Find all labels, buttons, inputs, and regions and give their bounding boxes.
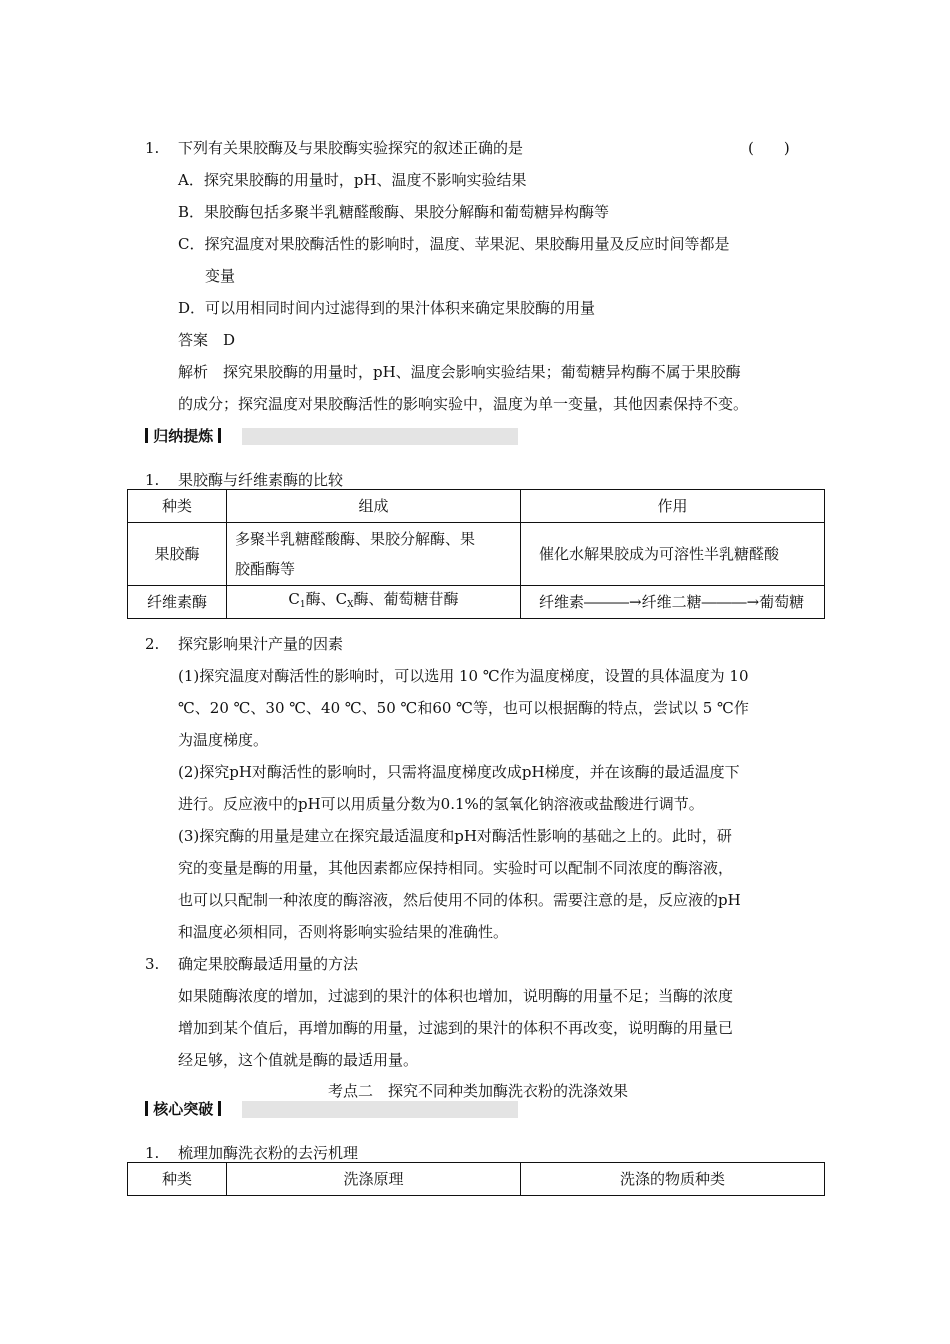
paragraph-line: 进行。反应液中的pH可以用质量分数为0.1%的氢氧化钠溶液或盐酸进行调节。 — [178, 795, 704, 813]
table-cell-function: 纤维素―――→纤维二糖―――→葡萄糖 — [521, 586, 825, 619]
summary-heading — [145, 427, 221, 445]
c1-text: C — [288, 590, 300, 608]
question-stem: 下列有关果胶酶及与果胶酶实验探究的叙述正确的是 — [178, 139, 524, 157]
summary-item2-number: 2. — [145, 635, 160, 653]
summary-item3-title: 确定果胶酶最适用量的方法 — [178, 955, 359, 973]
table-row — [128, 586, 825, 619]
question-number: 1. — [145, 139, 160, 157]
answer-line: 答案 D — [178, 331, 236, 349]
heading-bracket-right — [218, 1101, 221, 1116]
table-cell-kind: 纤维素酶 — [128, 586, 227, 619]
table-cell-kind: 果胶酶 — [128, 523, 227, 586]
c1-rest-text: 酶、C — [305, 590, 348, 608]
paragraph-line: 如果随酶浓度的增加，过滤到的果汁的体积也增加，说明酶的用量不足；当酶的浓度 — [178, 987, 734, 1005]
paragraph-line: 经足够，这个值就是酶的最适用量。 — [178, 1051, 419, 1069]
paragraph-line: 为温度梯度。 — [178, 731, 269, 749]
heading-bar — [242, 1101, 518, 1118]
option-a: A．探究果胶酶的用量时，pH、温度不影响实验结果 — [178, 171, 527, 189]
paragraph-line: 和温度必须相同，否则将影响实验结果的准确性。 — [178, 923, 509, 941]
paragraph-line: 增加到某个值后，再增加酶的用量，过滤到的果汁的体积不再改变，说明酶的用量已 — [178, 1019, 734, 1037]
heading-bracket-left — [145, 428, 148, 443]
table-header-cell: 种类 — [128, 490, 227, 523]
paragraph-line: (3)探究酶的用量是建立在探究最适温度和pH对酶活性影响的基础之上的。此时，研 — [178, 827, 732, 845]
table-header-cell: 组成 — [227, 490, 521, 523]
composition-line1: 多聚半乳糖醛酸酶、果胶分解酶、果 — [235, 530, 476, 548]
summary-item3-number: 3. — [145, 955, 160, 973]
table-header-cell: 作用 — [521, 490, 825, 523]
analysis-line2: 的成分；探究温度对果胶酶活性的影响实验中，温度为单一变量，其他因素保持不变。 — [178, 395, 749, 413]
table-header-cell: 洗涤原理 — [227, 1163, 521, 1196]
c1-subscript: 1 — [299, 600, 306, 610]
summary-item1-title: 果胶酶与纤维素酶的比较 — [178, 471, 344, 489]
table-header-cell: 洗涤的物质种类 — [521, 1163, 825, 1196]
summary-heading-text: 归纳提炼 — [153, 427, 214, 445]
paragraph-line: 究的变量是酶的用量，其他因素都应保持相同。实验时可以配制不同浓度的酶溶液， — [178, 859, 734, 877]
answer-parentheses: ( ) — [748, 139, 790, 157]
paragraph-line: ℃、20 ℃、30 ℃、40 ℃、50 ℃和60 ℃等，也可以根据酶的特点，尝试以 5 ℃作 — [178, 699, 749, 717]
heading-bracket-left — [145, 1101, 148, 1116]
paragraph-line: (2)探究pH对酶活性的影响时，只需将温度梯度改成pH梯度，并在该酶的最适温度下 — [178, 763, 740, 781]
section2-item1-number: 1. — [145, 1144, 160, 1162]
summary-item1-number: 1. — [145, 471, 160, 489]
core-heading — [145, 1100, 221, 1118]
option-d: D．可以用相同时间内过滤得到的果汁体积来确定果胶酶的用量 — [178, 299, 596, 317]
composition-rest: 酶、葡萄糖苷酶 — [353, 590, 459, 608]
section2-item1-title: 梳理加酶洗衣粉的去污机理 — [178, 1144, 359, 1162]
summary-item2-title: 探究影响果汁产量的因素 — [178, 635, 344, 653]
composition-line2: 胶酯酶等 — [235, 560, 296, 578]
option-c-line1: C．探究温度对果胶酶活性的影响时，温度、苹果泥、果胶酶用量及反应时间等都是 — [178, 235, 730, 253]
table-cell-composition — [227, 586, 521, 619]
cx-subscript: X — [347, 600, 354, 610]
detergent-table — [127, 1162, 825, 1196]
analysis-line1: 解析 探究果胶酶的用量时，pH、温度会影响实验结果；葡萄糖异构酶不属于果胶酶 — [178, 363, 741, 381]
paragraph-line: 也可以只配制一种浓度的酶溶液，然后使用不同的体积。需要注意的是，反应液的pH — [178, 891, 741, 909]
heading-bracket-right — [218, 428, 221, 443]
section-title: 考点二 探究不同种类加酶洗衣粉的洗涤效果 — [328, 1082, 629, 1100]
table-header-cell: 种类 — [128, 1163, 227, 1196]
table-row — [128, 523, 825, 586]
core-heading-text: 核心突破 — [153, 1100, 214, 1118]
table-header-row — [128, 490, 825, 523]
comparison-table — [127, 489, 825, 619]
table-cell-function: 催化水解果胶成为可溶性半乳糖醛酸 — [521, 523, 825, 586]
paragraph-line: (1)探究温度对酶活性的影响时，可以选用 10 ℃作为温度梯度，设置的具体温度为 10 — [178, 667, 749, 685]
option-c-line2: 变量 — [205, 267, 236, 285]
table-cell-composition — [227, 523, 521, 586]
heading-bar — [242, 428, 518, 445]
table-header-row — [128, 1163, 825, 1196]
option-b: B．果胶酶包括多聚半乳糖醛酸酶、果胶分解酶和葡萄糖异构酶等 — [178, 203, 610, 221]
